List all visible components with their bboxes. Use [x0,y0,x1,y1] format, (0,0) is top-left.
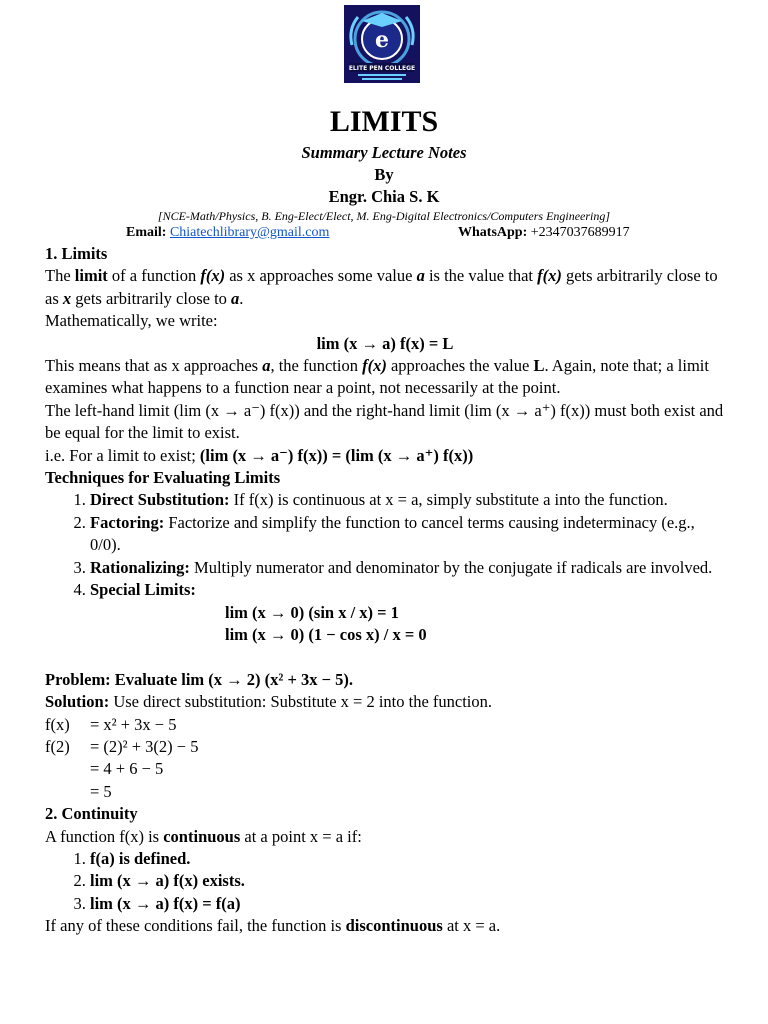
email-label: Email: [126,225,167,240]
college-logo [344,5,420,83]
section1-heading: 1. Limits [45,244,108,263]
problem-statement: Problem: Evaluate lim (x → 2) (x² + 3x − 5). [45,669,354,689]
continuity-conditions [45,848,725,915]
techniques-heading: Techniques for Evaluating Limits [45,468,281,488]
logo-text: ELITE PEN COLLEGE [348,65,416,72]
calc-row: f(2) = (2)² + 3(2) − 5 [45,736,199,756]
svg-text:e: e [375,27,389,53]
by-line: By [374,165,394,184]
continuity-definition: A function f(x) is continuous at a point x = a if: [45,826,362,846]
one-sided-limits: The left-hand limit (lim (x → a⁻) f(x)) and the right-hand limit (lim (x → a⁺) f(x)) must both exist and be equal for the limit to exist. [45,400,724,443]
limit-existence: i.e. For a limit to exist; (lim (x → a⁻) f(x)) = (lim (x → a⁺) f(x)) [45,445,474,465]
technique-item: 1. Direct Substitution: If f(x) is continuous at x = a, simply substitute a into the function. [90,489,725,511]
whatsapp-number: +2347037689917 [530,225,630,240]
techniques-list [45,489,725,601]
limit-meaning: This means that as x approaches a, the function f(x) approaches the value L. Again, note that; a limit examines what happens to a function near a point, not necessarily at the point. [45,356,709,398]
special-limit-sin: lim (x → 0) (sin x / x) = 1 [225,602,399,622]
technique-item: 4. Special Limits: [90,579,725,601]
mathematically-text: Mathematically, we write: [45,311,218,331]
document-body [45,243,725,938]
calc-row: f(x) = x² + 3x − 5 [45,714,177,734]
special-limit-cos: lim (x → 0) (1 − cos x) / x = 0 [225,624,427,644]
subtitle: Summary Lecture Notes [301,143,467,162]
author-name: Engr. Chia S. K [328,187,440,206]
limit-definition: The limit of a function f(x) as x approaches some value a is the value that f(x) gets arbitrarily close to as x gets arbitrarily close to a. [45,266,718,308]
limit-equation: lim (x → a) f(x) = L [316,333,454,353]
condition-item: 2. lim (x → a) f(x) exists. [90,870,725,892]
email-link[interactable]: Chiatechlibrary@gmail.com [169,225,330,240]
calc-row: = 4 + 6 − 5 [90,759,164,779]
whatsapp-label: WhatsApp: [458,225,528,240]
technique-item: 2. Factoring: Factorize and simplify the function to cancel terms causing indeterminacy (e.g., 0/0). [90,512,725,557]
condition-item: 3. lim (x → a) f(x) = f(a) [90,893,725,915]
discontinuity-text: If any of these conditions fail, the function is discontinuous at x = a. [45,916,501,936]
section2-heading: 2. Continuity [45,804,138,824]
page-title: LIMITS [329,105,439,138]
author-qualifications: [NCE-Math/Physics, B. Eng-Elect/Elect, M. Eng-Digital Electronics/Computers Engineering] [157,209,611,223]
whatsapp [458,224,630,242]
contact-line [126,224,686,242]
condition-item: 1. f(a) is defined. [90,848,725,870]
solution: Solution: Use direct substitution: Substitute x = 2 into the function. [45,692,493,712]
technique-item: 3. Rationalizing: Multiply numerator and denominator by the conjugate if radicals are involved. [90,557,725,579]
calc-row: = 5 [90,781,112,801]
